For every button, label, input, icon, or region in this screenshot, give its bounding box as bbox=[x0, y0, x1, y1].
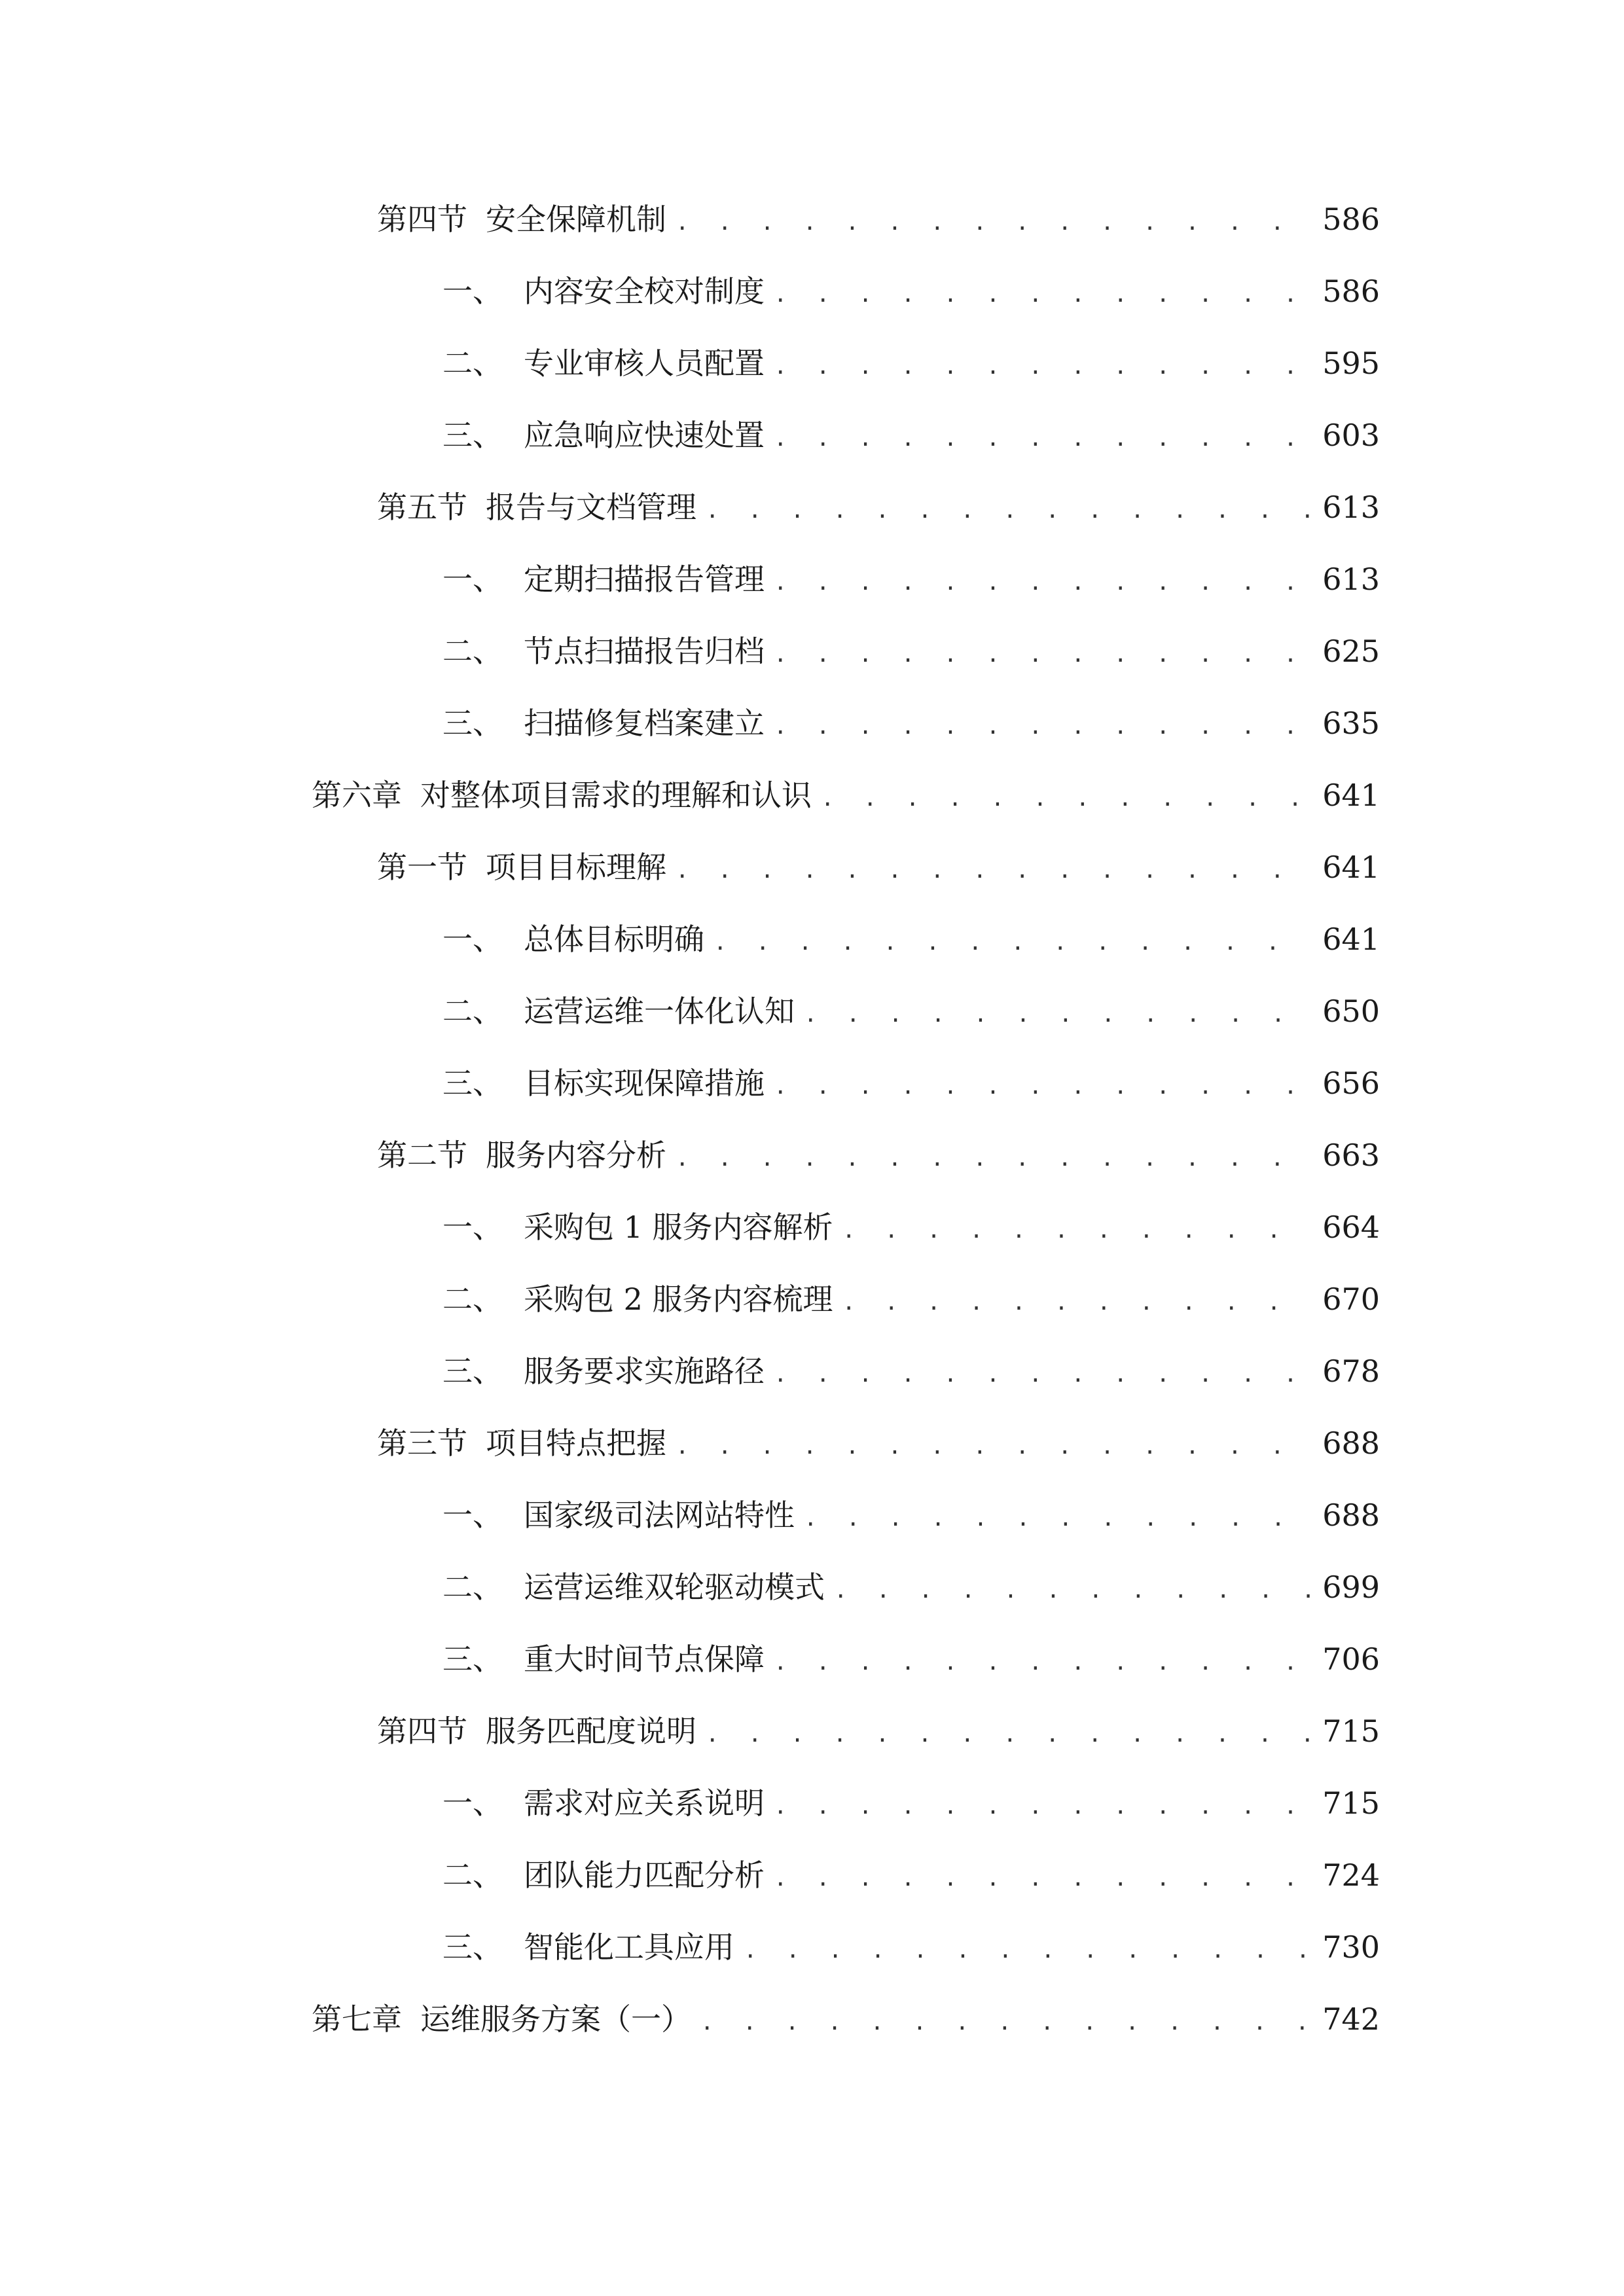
toc-entry-page-number: 664 bbox=[1322, 1210, 1380, 1245]
toc-dot-leader bbox=[774, 700, 1310, 753]
toc-entry bbox=[0, 481, 1624, 553]
toc-entry-number: 二、 bbox=[442, 994, 503, 1029]
toc-entry-number: 第三节 bbox=[377, 1426, 467, 1461]
toc-entry bbox=[0, 985, 1624, 1057]
toc-dot-leader bbox=[774, 1852, 1310, 1905]
toc-entry-title: 国家级司法网站特性 bbox=[524, 1498, 795, 1533]
toc-entry-number: 二、 bbox=[442, 1570, 503, 1605]
toc-entry-number: 三、 bbox=[442, 1066, 503, 1101]
toc-entry-number: 三、 bbox=[442, 706, 503, 741]
toc-entry-page-number: 613 bbox=[1322, 490, 1380, 525]
toc-entry-number: 三、 bbox=[442, 1929, 503, 1965]
toc-entry-label bbox=[442, 1561, 825, 1613]
toc-entry-page-number: 706 bbox=[1322, 1641, 1380, 1677]
toc-entry bbox=[0, 553, 1624, 625]
toc-dot-leader bbox=[774, 412, 1310, 465]
toc-entry bbox=[0, 625, 1624, 697]
toc-entry-page-number: 699 bbox=[1322, 1570, 1380, 1605]
toc-entry bbox=[0, 769, 1624, 841]
toc-entry-number: 三、 bbox=[442, 1641, 503, 1677]
toc-dot-leader bbox=[821, 772, 1310, 825]
toc-entry-label bbox=[442, 1489, 795, 1541]
toc-entry bbox=[0, 1129, 1624, 1201]
toc-entry-page-number: 625 bbox=[1322, 634, 1380, 669]
toc-dot-leader bbox=[834, 1564, 1310, 1617]
toc-entry-title: 扫描修复档案建立 bbox=[524, 706, 765, 741]
toc-dot-leader bbox=[676, 1132, 1310, 1185]
toc-dot-leader bbox=[774, 1780, 1310, 1833]
toc-entry-page-number: 715 bbox=[1322, 1785, 1380, 1821]
toc-entry-label bbox=[442, 265, 765, 317]
toc-entry-page-number: 730 bbox=[1322, 1929, 1380, 1965]
toc-entry bbox=[0, 193, 1624, 265]
toc-entry-label bbox=[442, 985, 795, 1037]
toc-entry-number: 二、 bbox=[442, 634, 503, 669]
toc-entry-label bbox=[442, 697, 765, 749]
toc-entry-title: 定期扫描报告管理 bbox=[524, 562, 765, 597]
toc-entry bbox=[0, 1417, 1624, 1489]
toc-entry bbox=[0, 1705, 1624, 1777]
toc-entry-label bbox=[312, 769, 812, 821]
toc-dot-leader bbox=[774, 556, 1310, 609]
toc-entry-page-number: 635 bbox=[1322, 706, 1380, 741]
toc-entry bbox=[0, 409, 1624, 481]
toc-entry-title: 专业审核人员配置 bbox=[524, 346, 765, 381]
toc-entry-number: 一、 bbox=[442, 274, 503, 309]
toc-entry-title: 总体目标明确 bbox=[524, 922, 704, 957]
toc-entry-page-number: 656 bbox=[1322, 1066, 1380, 1101]
toc-entry-page-number: 641 bbox=[1322, 922, 1380, 957]
toc-entry bbox=[0, 841, 1624, 913]
toc-dot-leader bbox=[774, 1636, 1310, 1689]
toc-entry bbox=[0, 1993, 1624, 2065]
toc-entry-page-number: 678 bbox=[1322, 1354, 1380, 1389]
toc-entry-title: 报告与文档管理 bbox=[486, 490, 696, 525]
toc-entry-title: 对整体项目需求的理解和认识 bbox=[420, 778, 812, 813]
toc-entry-page-number: 650 bbox=[1322, 994, 1380, 1029]
toc-entry-title: 服务要求实施路径 bbox=[524, 1354, 765, 1389]
toc-entry-page-number: 688 bbox=[1322, 1426, 1380, 1461]
toc-entry-page-number: 586 bbox=[1322, 274, 1380, 309]
toc-entry-label bbox=[442, 1201, 833, 1253]
toc-entry-label bbox=[442, 1921, 734, 1973]
toc-dot-leader bbox=[713, 916, 1310, 969]
toc-entry bbox=[0, 697, 1624, 769]
toc-dot-leader bbox=[842, 1276, 1311, 1329]
toc-entry-number: 第一节 bbox=[377, 850, 467, 885]
toc-entry-number: 一、 bbox=[442, 562, 503, 597]
toc-entry-title: 需求对应关系说明 bbox=[524, 1785, 765, 1821]
toc-entry bbox=[0, 337, 1624, 409]
toc-dot-leader bbox=[706, 484, 1310, 537]
toc-entry bbox=[0, 265, 1624, 337]
toc-dot-leader bbox=[676, 196, 1310, 249]
toc-entry-title: 重大时间节点保障 bbox=[524, 1641, 765, 1677]
toc-entry-number: 一、 bbox=[442, 1785, 503, 1821]
toc-entry-number: 一、 bbox=[442, 1498, 503, 1533]
toc-dot-leader bbox=[676, 844, 1310, 897]
toc-entry-number: 二、 bbox=[442, 1857, 503, 1893]
toc-entry bbox=[0, 1921, 1624, 1993]
toc-dot-leader bbox=[774, 268, 1310, 321]
toc-entry-title: 团队能力匹配分析 bbox=[524, 1857, 765, 1893]
toc-entry-number: 三、 bbox=[442, 418, 503, 453]
toc-dot-leader bbox=[774, 1348, 1310, 1401]
toc-entry-page-number: 641 bbox=[1322, 778, 1380, 813]
toc-entry-number: 第六章 bbox=[312, 778, 402, 813]
toc-entry-label bbox=[442, 1345, 765, 1397]
toc-dot-leader bbox=[676, 1420, 1310, 1473]
toc-entry-page-number: 688 bbox=[1322, 1498, 1380, 1533]
toc-entry bbox=[0, 1489, 1624, 1561]
toc-dot-leader bbox=[706, 1708, 1310, 1761]
toc-entry-page-number: 724 bbox=[1322, 1857, 1380, 1893]
toc-entry-title: 应急响应快速处置 bbox=[524, 418, 765, 453]
toc-entry-number: 第七章 bbox=[312, 2001, 402, 2037]
toc-entry-number: 一、 bbox=[442, 922, 503, 957]
toc-entry-number: 第四节 bbox=[377, 202, 467, 237]
toc-entry bbox=[0, 1057, 1624, 1129]
toc-entry-title: 项目目标理解 bbox=[486, 850, 666, 885]
toc-entry-label bbox=[377, 1705, 696, 1757]
toc-dot-leader bbox=[804, 1492, 1310, 1545]
toc-entry-title: 采购包 1 服务内容解析 bbox=[524, 1210, 833, 1245]
toc-entry-title: 运营运维双轮驱动模式 bbox=[524, 1570, 825, 1605]
toc-entry-title: 项目特点把握 bbox=[486, 1426, 666, 1461]
toc-entry-title: 节点扫描报告归档 bbox=[524, 634, 765, 669]
toc-entry-page-number: 613 bbox=[1322, 562, 1380, 597]
toc-entry bbox=[0, 1777, 1624, 1849]
toc-entry-number: 三、 bbox=[442, 1354, 503, 1389]
toc-entry-number: 二、 bbox=[442, 1282, 503, 1317]
toc-entry-page-number: 663 bbox=[1322, 1138, 1380, 1173]
toc-entry-label bbox=[442, 1777, 765, 1829]
toc-entry-label bbox=[377, 481, 696, 533]
toc-entry-label bbox=[377, 841, 666, 893]
toc-entry bbox=[0, 1633, 1624, 1705]
toc-entry bbox=[0, 913, 1624, 985]
toc-dot-leader bbox=[774, 628, 1310, 681]
toc-entry-page-number: 595 bbox=[1322, 346, 1380, 381]
toc-entry-page-number: 670 bbox=[1322, 1282, 1380, 1317]
toc-dot-leader bbox=[842, 1204, 1311, 1257]
toc-entry bbox=[0, 1345, 1624, 1417]
toc-entry-page-number: 641 bbox=[1322, 850, 1380, 885]
toc-entry bbox=[0, 1273, 1624, 1345]
toc-entry-title: 运维服务方案（一） bbox=[420, 2001, 691, 2037]
toc-entry-label bbox=[442, 1849, 765, 1901]
toc-entry-label bbox=[377, 1417, 666, 1469]
toc-entry-number: 第五节 bbox=[377, 490, 467, 525]
toc-entry-label bbox=[442, 337, 765, 389]
toc-entry-label bbox=[442, 913, 704, 965]
toc-entry-number: 二、 bbox=[442, 346, 503, 381]
toc-entry-label bbox=[442, 1633, 765, 1685]
toc-entry-label bbox=[442, 625, 765, 677]
toc-entry-title: 目标实现保障措施 bbox=[524, 1066, 765, 1101]
toc-entry-page-number: 603 bbox=[1322, 418, 1380, 453]
toc-entry-title: 安全保障机制 bbox=[486, 202, 666, 237]
toc-entry-label bbox=[442, 1273, 833, 1325]
toc-entry-label bbox=[442, 1057, 765, 1109]
toc-entry-number: 一、 bbox=[442, 1210, 503, 1245]
table-of-contents bbox=[0, 193, 1624, 2065]
toc-entry-title: 运营运维一体化认知 bbox=[524, 994, 795, 1029]
toc-dot-leader bbox=[700, 1996, 1310, 2049]
toc-entry-page-number: 586 bbox=[1322, 202, 1380, 237]
toc-entry-label bbox=[377, 193, 666, 245]
toc-entry-title: 服务匹配度说明 bbox=[486, 1713, 696, 1749]
toc-entry-label bbox=[377, 1129, 666, 1181]
toc-entry-label bbox=[312, 1993, 691, 2045]
toc-entry bbox=[0, 1561, 1624, 1633]
toc-entry-title: 服务内容分析 bbox=[486, 1138, 666, 1173]
toc-entry-number: 第二节 bbox=[377, 1138, 467, 1173]
toc-dot-leader bbox=[804, 988, 1310, 1041]
toc-entry-number: 第四节 bbox=[377, 1713, 467, 1749]
toc-entry-title: 内容安全校对制度 bbox=[524, 274, 765, 309]
toc-entry bbox=[0, 1849, 1624, 1921]
toc-dot-leader bbox=[774, 340, 1310, 393]
toc-entry-label bbox=[442, 553, 765, 605]
toc-entry-label bbox=[442, 409, 765, 461]
toc-entry-title: 智能化工具应用 bbox=[524, 1929, 734, 1965]
toc-entry bbox=[0, 1201, 1624, 1273]
toc-dot-leader bbox=[774, 1060, 1310, 1113]
toc-entry-page-number: 742 bbox=[1322, 2001, 1380, 2037]
toc-entry-title: 采购包 2 服务内容梳理 bbox=[524, 1282, 833, 1317]
toc-dot-leader bbox=[744, 1924, 1310, 1977]
toc-entry-page-number: 715 bbox=[1322, 1713, 1380, 1749]
